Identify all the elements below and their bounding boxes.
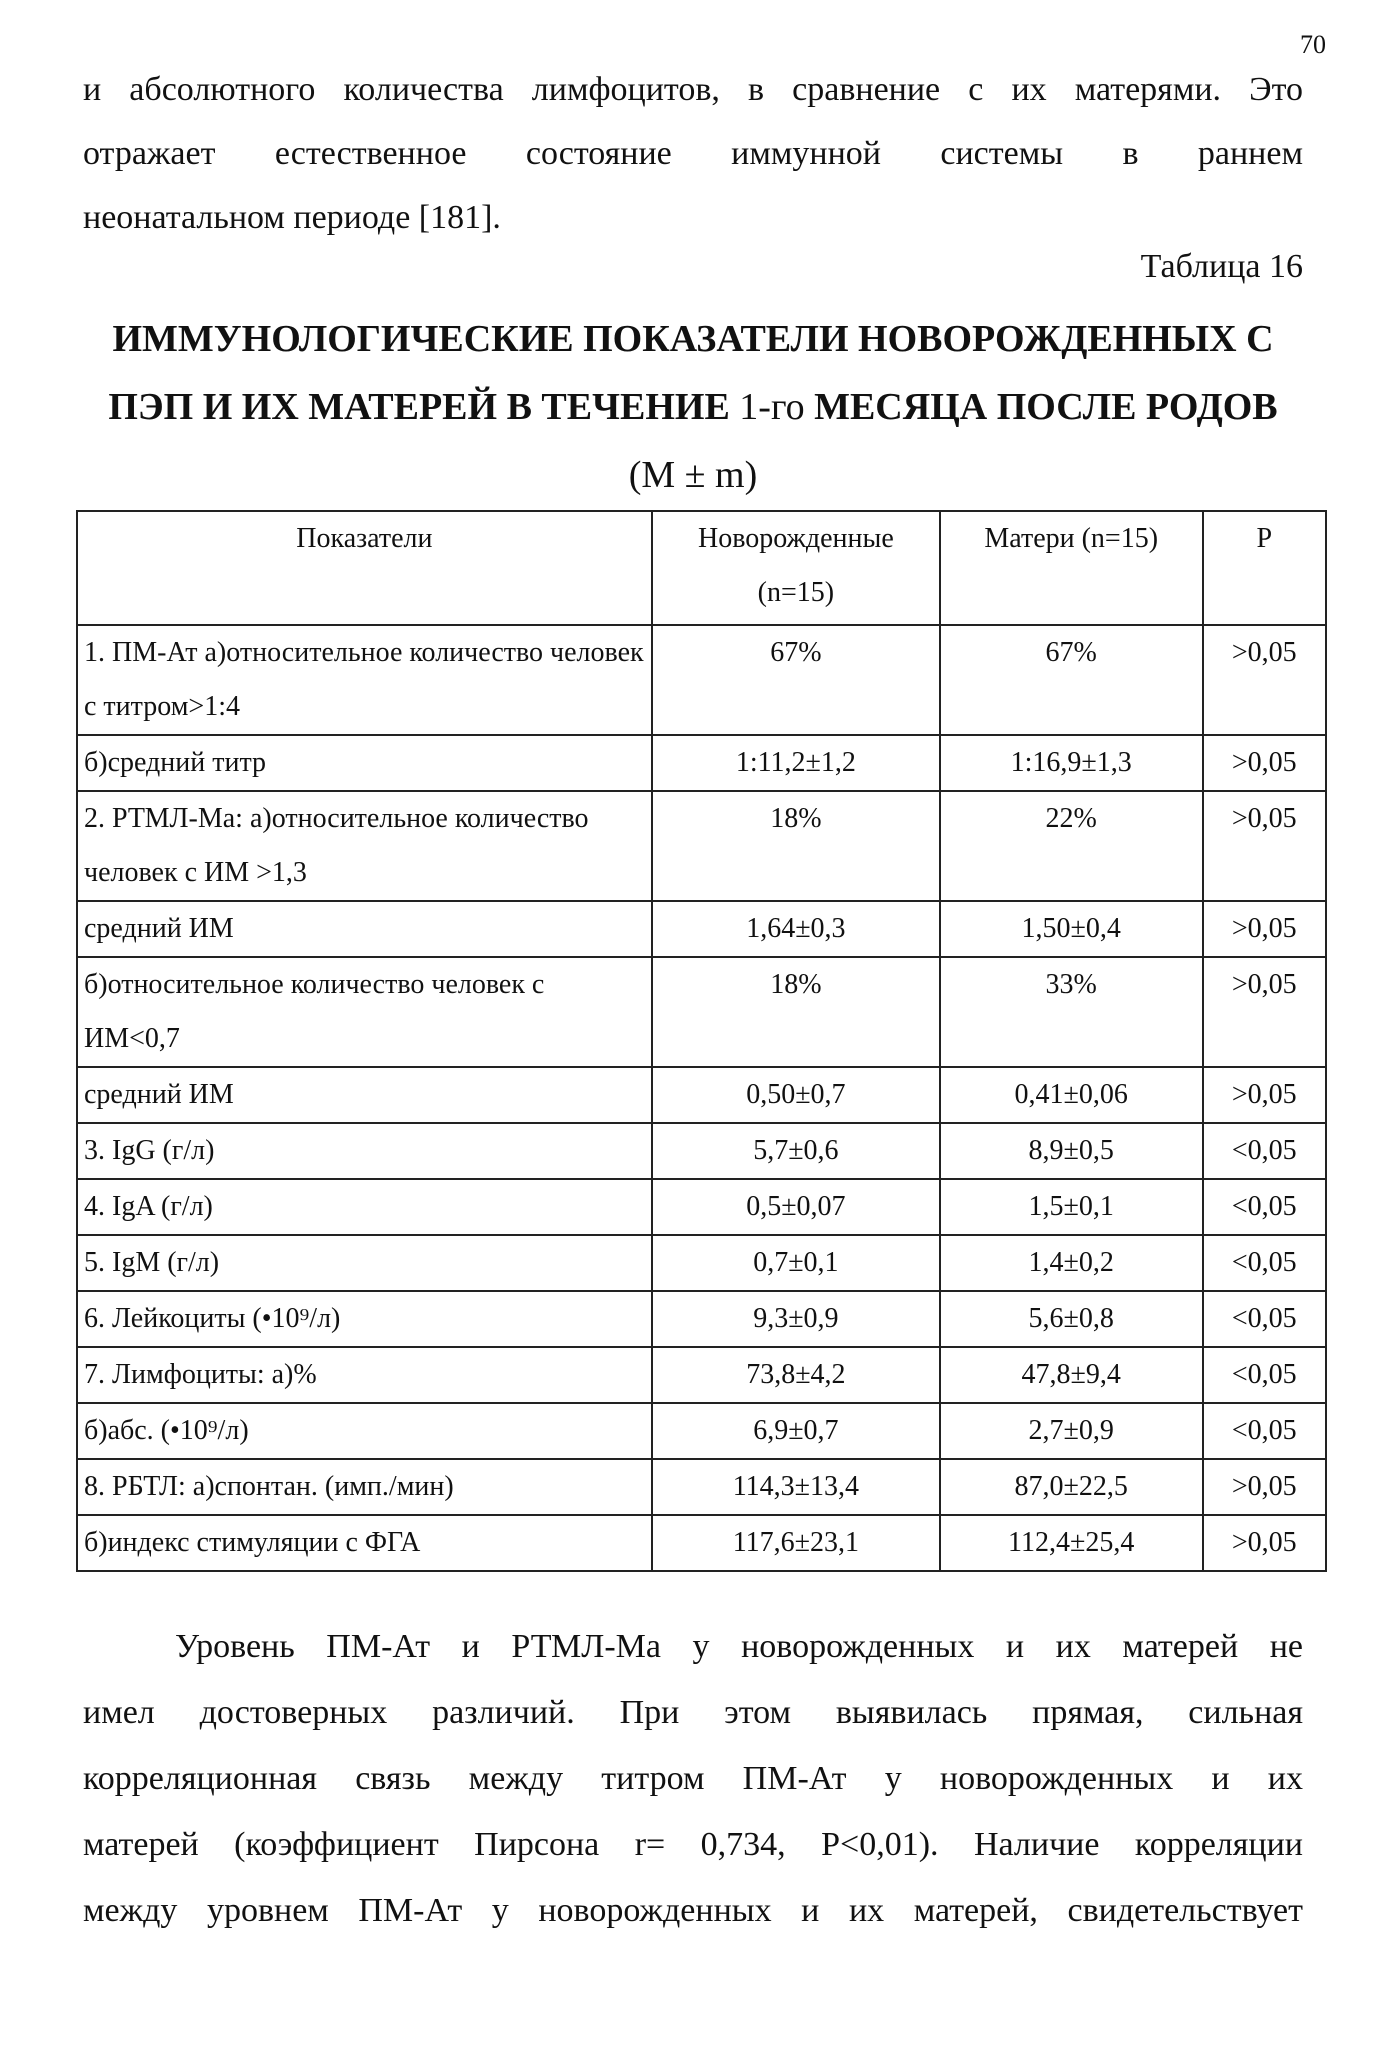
indicator-cell: 3. IgG (г/л) bbox=[77, 1123, 652, 1179]
indicator-cell: 7. Лимфоциты: а)% bbox=[77, 1347, 652, 1403]
p-value-cell: >0,05 bbox=[1203, 1067, 1327, 1123]
indicator-cell: б)абс. (•10⁹/л) bbox=[77, 1403, 652, 1459]
value-cell: 47,8±9,4 bbox=[940, 1347, 1203, 1403]
page-number: 70 bbox=[1300, 30, 1326, 59]
table-row bbox=[77, 1179, 1326, 1235]
table-header-row bbox=[77, 511, 1326, 625]
indicator-cell: 1. ПМ-Ат а)относительное количество человек с титром>1:4 bbox=[77, 625, 652, 735]
indicator-cell: средний ИМ bbox=[77, 1067, 652, 1123]
value-cell: 5,7±0,6 bbox=[652, 1123, 940, 1179]
value-cell: 2,7±0,9 bbox=[940, 1403, 1203, 1459]
value-cell: 1:16,9±1,3 bbox=[940, 735, 1203, 791]
table-title bbox=[83, 305, 1303, 509]
outro-line: между уровнем ПМ-Ат у новорожденных и их матерей, свидетельствует bbox=[83, 1892, 1303, 1929]
value-cell: 0,50±0,7 bbox=[652, 1067, 940, 1123]
indicator-cell: б)индекс стимуляции с ФГА bbox=[77, 1515, 652, 1571]
indicator-cell: средний ИМ bbox=[77, 901, 652, 957]
table-row bbox=[77, 901, 1326, 957]
p-value-cell: >0,05 bbox=[1203, 791, 1327, 901]
table-title-line: (M ± m) bbox=[628, 454, 758, 496]
header-cell: Новорожденные (n=15) bbox=[652, 511, 940, 625]
outro-paragraph bbox=[83, 1614, 1303, 1944]
table-title-part: 1-го bbox=[739, 386, 805, 428]
p-value-cell: <0,05 bbox=[1203, 1347, 1327, 1403]
value-cell: 5,6±0,8 bbox=[940, 1291, 1203, 1347]
table-row bbox=[77, 625, 1326, 735]
header-cell: Показатели bbox=[77, 511, 652, 625]
outro-line: Уровень ПМ-Ат и РТМЛ-Ма у новорожденных и их матерей не bbox=[175, 1628, 1303, 1665]
value-cell: 112,4±25,4 bbox=[940, 1515, 1203, 1571]
value-cell: 67% bbox=[652, 625, 940, 735]
indicator-cell: 4. IgA (г/л) bbox=[77, 1179, 652, 1235]
value-cell: 1,50±0,4 bbox=[940, 901, 1203, 957]
indicator-cell: 6. Лейкоциты (•10⁹/л) bbox=[77, 1291, 652, 1347]
table-title-part: МЕСЯЦА ПОСЛЕ РОДОВ bbox=[804, 386, 1278, 428]
intro-line: и абсолютного количества лимфоцитов, в сравнение с их матерями. Это bbox=[83, 71, 1303, 108]
value-cell: 22% bbox=[940, 791, 1203, 901]
value-cell: 1:11,2±1,2 bbox=[652, 735, 940, 791]
table-row bbox=[77, 1291, 1326, 1347]
outro-line: корреляционная связь между титром ПМ-Ат у новорожденных и их bbox=[83, 1760, 1303, 1797]
value-cell: 114,3±13,4 bbox=[652, 1459, 940, 1515]
table-caption: Таблица 16 bbox=[1140, 248, 1303, 285]
value-cell: 18% bbox=[652, 957, 940, 1067]
value-cell: 0,41±0,06 bbox=[940, 1067, 1203, 1123]
value-cell: 1,4±0,2 bbox=[940, 1235, 1203, 1291]
table-row bbox=[77, 1403, 1326, 1459]
intro-line: неонатальном периоде [181]. bbox=[83, 199, 501, 236]
indicator-cell: 2. РТМЛ-Ма: а)относительное количество человек с ИМ >1,3 bbox=[77, 791, 652, 901]
indicator-cell: б)относительное количество человек с ИМ<0,7 bbox=[77, 957, 652, 1067]
table-row bbox=[77, 1459, 1326, 1515]
value-cell: 1,64±0,3 bbox=[652, 901, 940, 957]
table-title-line bbox=[83, 373, 1303, 441]
p-value-cell: >0,05 bbox=[1203, 901, 1327, 957]
intro-paragraph bbox=[83, 58, 1303, 250]
value-cell: 117,6±23,1 bbox=[652, 1515, 940, 1571]
indicator-cell: б)средний титр bbox=[77, 735, 652, 791]
immunology-table bbox=[76, 510, 1327, 1572]
p-value-cell: <0,05 bbox=[1203, 1291, 1327, 1347]
table-row bbox=[77, 957, 1326, 1067]
value-cell: 6,9±0,7 bbox=[652, 1403, 940, 1459]
table-row bbox=[77, 735, 1326, 791]
value-cell: 0,7±0,1 bbox=[652, 1235, 940, 1291]
p-value-cell: >0,05 bbox=[1203, 625, 1327, 735]
value-cell: 9,3±0,9 bbox=[652, 1291, 940, 1347]
indicator-cell: 8. РБТЛ: а)спонтан. (имп./мин) bbox=[77, 1459, 652, 1515]
p-value-cell: >0,05 bbox=[1203, 735, 1327, 791]
table-row bbox=[77, 1235, 1326, 1291]
table-row bbox=[77, 1515, 1326, 1571]
value-cell: 8,9±0,5 bbox=[940, 1123, 1203, 1179]
intro-line: отражает естественное состояние иммунной системы в раннем bbox=[83, 135, 1303, 172]
value-cell: 0,5±0,07 bbox=[652, 1179, 940, 1235]
table-row bbox=[77, 1347, 1326, 1403]
p-value-cell: >0,05 bbox=[1203, 1459, 1327, 1515]
p-value-cell: <0,05 bbox=[1203, 1123, 1327, 1179]
p-value-cell: >0,05 bbox=[1203, 957, 1327, 1067]
value-cell: 1,5±0,1 bbox=[940, 1179, 1203, 1235]
p-value-cell: <0,05 bbox=[1203, 1403, 1327, 1459]
table-title-part: ПЭП И ИХ МАТЕРЕЙ В ТЕЧЕНИЕ bbox=[108, 386, 740, 428]
value-cell: 67% bbox=[940, 625, 1203, 735]
p-value-cell: <0,05 bbox=[1203, 1179, 1327, 1235]
outro-line: матерей (коэффициент Пирсона r= 0,734, P<0,01). Наличие корреляции bbox=[83, 1826, 1303, 1863]
p-value-cell: >0,05 bbox=[1203, 1515, 1327, 1571]
p-value-cell: <0,05 bbox=[1203, 1235, 1327, 1291]
value-cell: 73,8±4,2 bbox=[652, 1347, 940, 1403]
table-row bbox=[77, 1123, 1326, 1179]
header-cell: Матери (n=15) bbox=[940, 511, 1203, 625]
header-cell: P bbox=[1203, 511, 1327, 625]
value-cell: 87,0±22,5 bbox=[940, 1459, 1203, 1515]
table-row bbox=[77, 1067, 1326, 1123]
indicator-cell: 5. IgM (г/л) bbox=[77, 1235, 652, 1291]
value-cell: 33% bbox=[940, 957, 1203, 1067]
table-row bbox=[77, 791, 1326, 901]
value-cell: 18% bbox=[652, 791, 940, 901]
outro-line: имел достоверных различий. При этом выявилась прямая, сильная bbox=[83, 1694, 1303, 1731]
table-title-line: ИММУНОЛОГИЧЕСКИЕ ПОКАЗАТЕЛИ НОВОРОЖДЕННЫХ С bbox=[112, 318, 1274, 360]
